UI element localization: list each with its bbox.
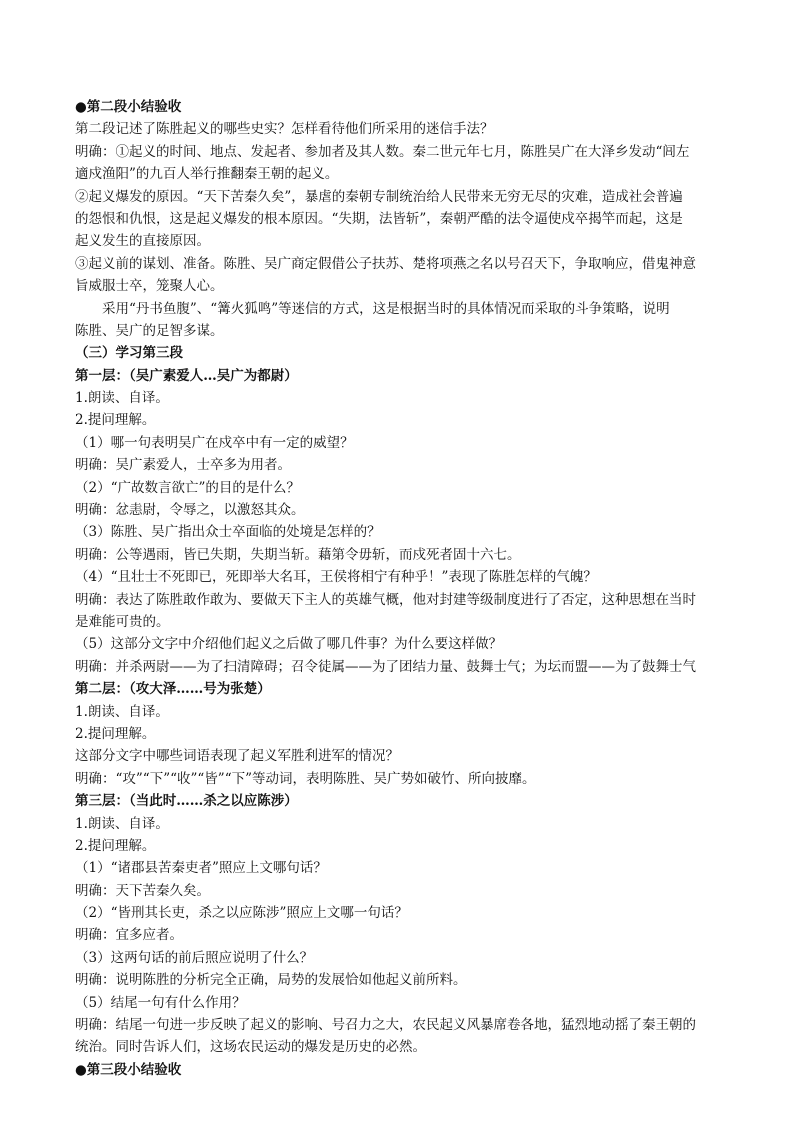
text-line: 这部分文字中哪些词语表现了起义军胜利进军的情况？	[75, 748, 399, 765]
section-heading: ●第三段小结验收	[75, 1061, 182, 1078]
text-line: 起义发生的直接原因。	[75, 233, 210, 250]
text-line: 2.提问理解。	[75, 725, 156, 742]
text-line: （3）陈胜、吴广指出众士卒面临的处境是怎样的？	[75, 524, 381, 541]
text-line: 1.朗读、自译。	[75, 390, 169, 407]
text-line: 第二段记述了陈胜起义的哪些史实？怎样看待他们所采用的迷信手法？	[75, 121, 494, 138]
text-line: （5）这部分文字中介绍他们起义之后做了哪几件事？为什么要这样做？	[75, 636, 503, 653]
text-line: 適戍渔阳”的九百人举行推翻秦王朝的起义。	[75, 166, 339, 183]
text-line: ③起义前的谋划、准备。陈胜、吴广商定假借公子扶苏、楚将项燕之名以号召天下，争取响应，借鬼神意	[75, 255, 696, 272]
text-line: 明确：说明陈胜的分析完全正确，局势的发展恰如他起义前所料。	[75, 972, 467, 989]
text-line: （1）“诸郡县苦秦吏者”照应上文哪句话？	[75, 860, 327, 877]
text-line: （2）“皆刑其长吏，杀之以应陈涉”照应上文哪一句话？	[75, 905, 408, 922]
text-line: 明确：天下苦秦久矣。	[75, 882, 210, 899]
text-line: （3）这两句话的前后照应说明了什么？	[75, 949, 314, 966]
text-line: 明确：忿恚尉，令辱之，以激怒其众。	[75, 502, 305, 519]
text-line: （4）“且壮士不死即已，死即举大名耳，王侯将相宁有种乎！”表现了陈胜怎样的气魄？	[75, 569, 597, 586]
text-line: 的怨恨和仇恨，这是起义爆发的根本原因。“失期，法皆斩”，秦朝严酷的法令逼使戍卒揭竿而起，这是	[75, 210, 683, 227]
section-heading: 第二层：（攻大泽……号为张楚）	[75, 681, 271, 698]
text-line: （2）“广故数言欲亡”的目的是什么？	[75, 479, 300, 496]
text-line: 陈胜、吴广的足智多谋。	[75, 322, 224, 339]
text-line: 是难能可贵的。	[75, 613, 170, 630]
text-line: 采用“丹书鱼腹”、“篝火狐鸣”等迷信的方式，这是根据当时的具体情况而采取的斗争策略，说明	[102, 300, 670, 317]
text-line: 明确：“攻”“下”“收”“皆”“下”等动词，表明陈胜、吴广势如破竹、所向披靡。	[75, 770, 536, 787]
section-heading: （三）学习第三段	[75, 345, 183, 362]
text-line: （5）结尾一句有什么作用？	[75, 994, 246, 1011]
text-line: 明确：并杀两尉——为了扫清障碍；召令徒属——为了团结力量、鼓舞士气；为坛而盟——为了鼓舞士气	[75, 658, 696, 675]
text-line: 明确：①起义的时间、地点、发起者、参加者及其人数。秦二世元年七月，陈胜吴广在大泽乡发动“闾左	[75, 143, 690, 160]
section-heading: ●第二段小结验收	[75, 99, 182, 115]
section-heading: 第一层：（吴广素爱人…吴广为都尉）	[75, 367, 298, 384]
text-line: 明确：表达了陈胜敢作敢为、要做天下主人的英雄气概，他对封建等级制度进行了否定，这种思想在当时	[75, 591, 696, 608]
text-line: 明确：结尾一句进一步反映了起义的影响、号召力之大，农民起义风暴席卷各地，猛烈地动摇了秦王朝的	[75, 1017, 696, 1034]
section-heading: 第三层：（当此时……杀之以应陈涉）	[75, 793, 298, 810]
text-line: （1）哪一句表明吴广在戍卒中有一定的威望？	[75, 434, 354, 451]
text-line: 2.提问理解。	[75, 837, 156, 854]
text-line: 明确：公等遇雨，皆已失期，失期当斩。藉第令毋斩，而戍死者固十六七。	[75, 546, 521, 563]
text-line: 明确：吴广素爱人，士卒多为用者。	[75, 457, 291, 474]
text-line: ②起义爆发的原因。“天下苦秦久矣”，暴虐的秦朝专制统治给人民带来无穷无尽的灾难，造成社会普遍	[75, 188, 683, 205]
text-line: 1.朗读、自译。	[75, 703, 169, 720]
document-page	[75, 96, 723, 1081]
text-line: 统治。同时告诉人们，这场农民运动的爆发是历史的必然。	[75, 1039, 426, 1056]
text-line: 明确：宜多应者。	[75, 927, 183, 944]
text-line: 2.提问理解。	[75, 412, 156, 429]
text-line: 1.朗读、自译。	[75, 815, 169, 832]
text-line: 旨威服士卒，笼聚人心。	[75, 278, 224, 295]
